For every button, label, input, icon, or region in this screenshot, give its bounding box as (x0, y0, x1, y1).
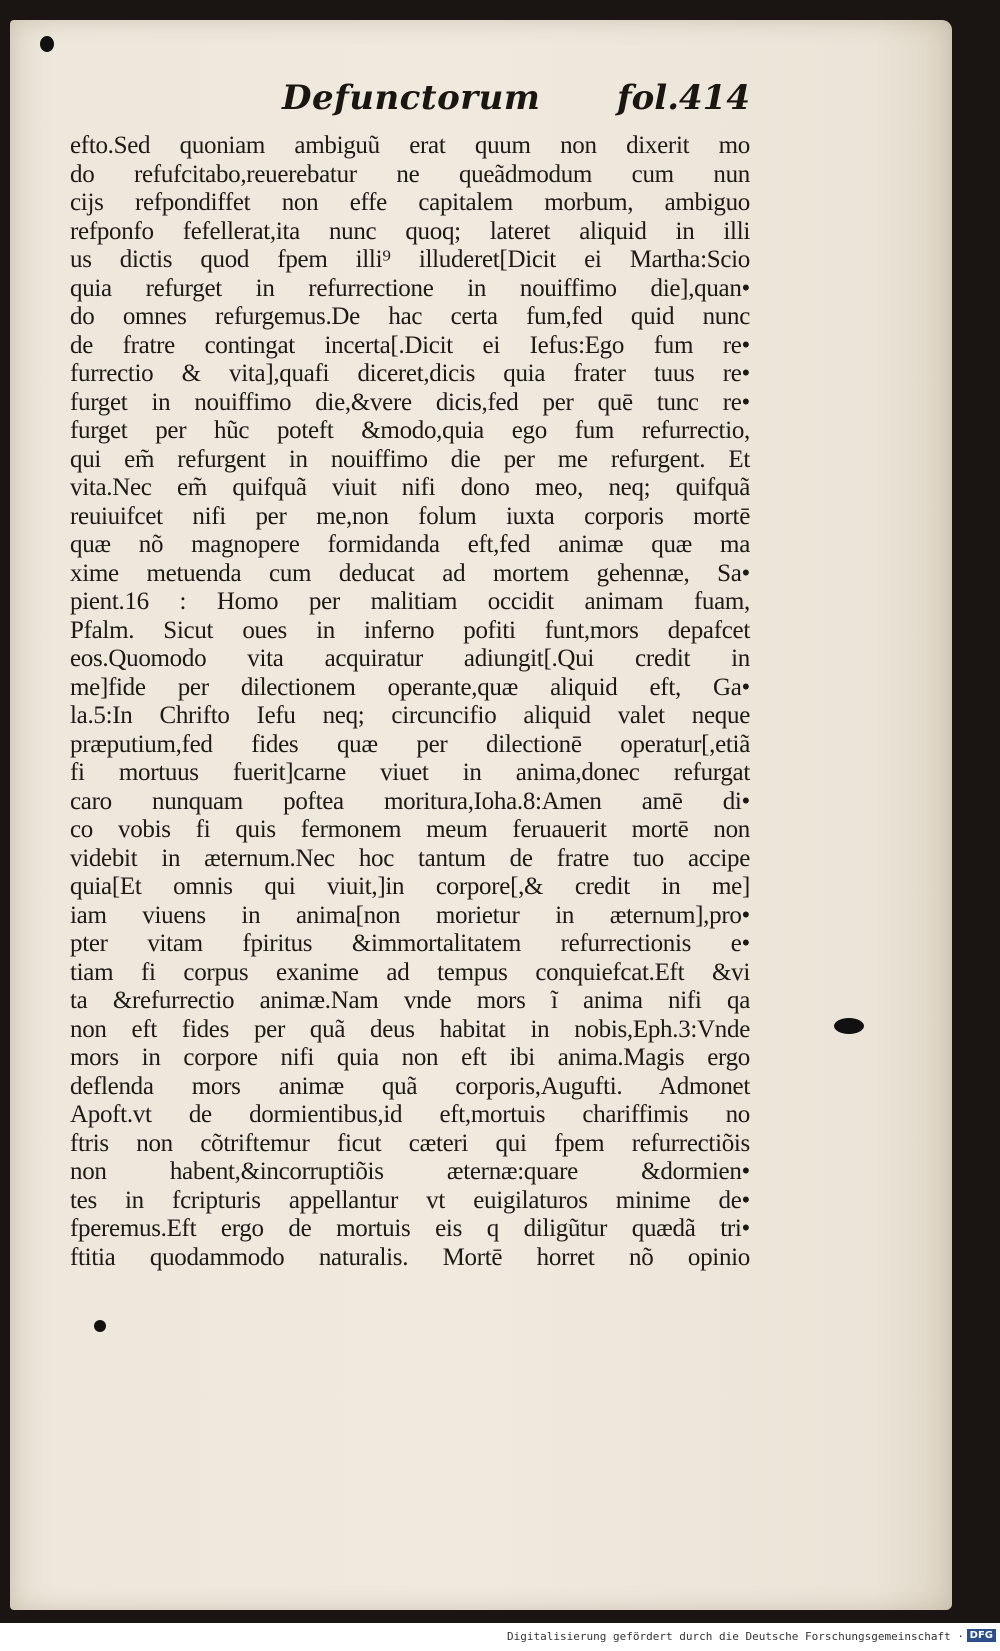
text-line: ftris non cõtriftemur ficut cæteri qui fpem refurrectiõis (70, 1129, 750, 1157)
ink-spot-top-left (40, 36, 54, 52)
text-line: tiam fi corpus exanime ad tempus conquiefcat.Eft &vi (70, 958, 750, 986)
text-line: do refufcitabo,reuerebatur ne queãdmodum cum nun (70, 160, 750, 188)
text-line: furget per hũc poteft &modo,quia ego fum refurrectio, (70, 417, 750, 444)
text-line: videbit in æternum.Nec hoc tantum de fratre tuo accipe (70, 844, 750, 872)
text-line: vita.Nec em̃ quifquã viuit nifi dono meo, neq; quifquã (70, 474, 750, 501)
dfg-logo: DFG (967, 1629, 996, 1642)
text-line: non habent,&incorruptiõis æternæ:quare &dormien• (70, 1158, 750, 1185)
text-line: pter vitam fpiritus &immortalitatem refurrectionis e• (70, 930, 750, 957)
running-title: Defunctorum (282, 78, 541, 118)
text-line: caro nunquam poftea moritura,Ioha.8:Amen amē di• (70, 787, 750, 815)
text-line: me]fide per dilectionem operante,quæ aliquid eft, Ga• (70, 673, 750, 701)
text-line: pient.16 : Homo per malitiam occidit animam fuam, (70, 588, 750, 615)
text-line: non eft fides per quã deus habitat in nobis,Eph.3:Vnde (70, 1015, 750, 1043)
text-line: xime metuenda cum deducat ad mortem gehennæ, Sa• (70, 559, 750, 587)
text-line: refponfo fefellerat,ita nunc quoq; lateret aliquid in illi (70, 217, 750, 245)
text-line: ftitia quodammodo naturalis. Mortē horret nõ opinio (70, 1243, 750, 1271)
text-line: præputium,fed fides quæ per dilectionē operatur[,etiã (70, 730, 750, 758)
ink-spot-right-margin (834, 1018, 864, 1034)
text-line: Apoft.vt de dormientibus,id eft,mortuis chariffimis no (70, 1101, 750, 1128)
text-line: quæ nõ magnopere formidanda eft,fed animæ quæ ma (70, 531, 750, 558)
text-line: co vobis fi quis fermonem meum feruauerit mortē non (70, 816, 750, 843)
text-line: la.5:In Chrifto Iefu neq; circuncifio aliquid valet neque (70, 702, 750, 729)
text-line: furrectio & vita],quafi diceret,dicis quia frater tuus re• (70, 360, 750, 387)
text-line: fperemus.Eft ergo de mortuis eis q diligũtur quædã tri• (70, 1215, 750, 1242)
text-line: eos.Quomodo vita acquiratur adiungit[.Qui credit in (70, 645, 750, 672)
ink-spot-bottom-left (94, 1320, 106, 1332)
text-line: do omnes refurgemus.De hac certa fum,fed quid nunc (70, 303, 750, 330)
text-line: efto.Sed quoniam ambiguũ erat quum non dixerit mo (70, 132, 750, 159)
text-line: qui em̃ refurgent in nouiffimo die per me refurgent. Et (70, 445, 750, 473)
text-line: de fratre contingat incerta[.Dicit ei Iefus:Ego fum re• (70, 331, 750, 359)
text-line: us dictis quod fpem illi⁹ illuderet[Dicit ei Martha:Scio (70, 246, 750, 273)
text-line: Pfalm. Sicut oues in inferno pofiti funt,mors depafcet (70, 616, 750, 644)
text-line: iam viuens in anima[non morietur in æternum],pro• (70, 901, 750, 929)
text-line: cijs refpondiffet non effe capitalem morbum, ambiguo (70, 189, 750, 216)
text-line: reuiuifcet nifi per me,non folum iuxta corporis mortē (70, 502, 750, 530)
text-line: tes in fcripturis appellantur vt euigilaturos minime de• (70, 1186, 750, 1214)
text-line: quia[Et omnis qui viuit,]in corpore[,& credit in me] (70, 873, 750, 900)
text-line: deflenda mors animæ quã corporis,Augufti. Admonet (70, 1072, 750, 1100)
text-line: fi mortuus fuerit]carne viuet in anima,donec refurgat (70, 759, 750, 786)
text-line: mors in corpore nifi quia non eft ibi anima.Magis ergo (70, 1044, 750, 1071)
text-line: ta &refurrectio animæ.Nam vnde mors ĩ anima nifi qa (70, 987, 750, 1014)
text-block (70, 132, 750, 1272)
footer-bar (0, 1623, 1000, 1651)
folio-number: fol.414 (616, 78, 750, 118)
text-line: quia refurget in refurrectione in nouiffimo die],quan• (70, 274, 750, 302)
running-head (270, 78, 750, 124)
text-line: furget in nouiffimo die,&vere dicis,fed per quē tunc re• (70, 388, 750, 416)
footer-credit: Digitalisierung gefördert durch die Deutsche Forschungsgemeinschaft · (507, 1630, 964, 1643)
